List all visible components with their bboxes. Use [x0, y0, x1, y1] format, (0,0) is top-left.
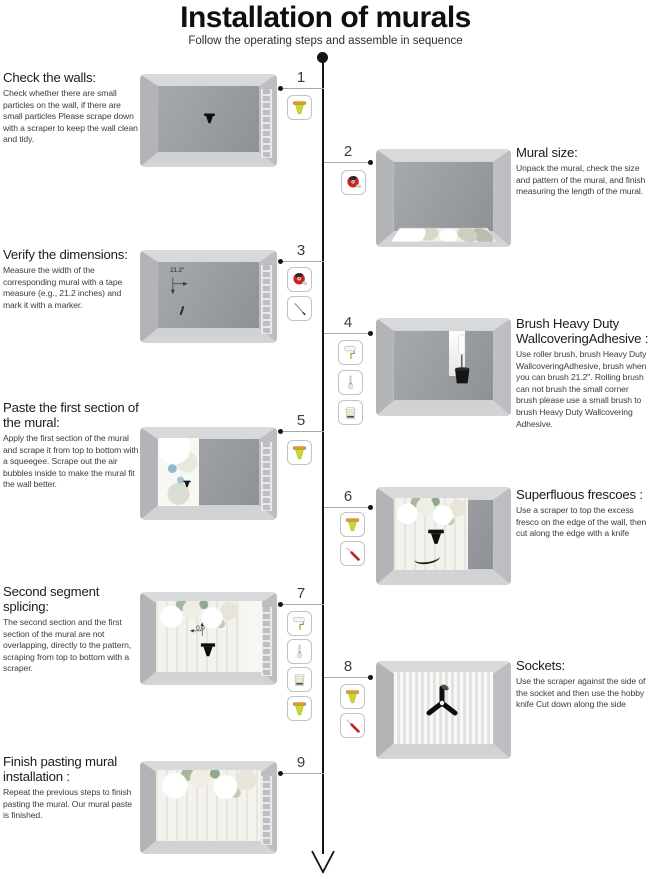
room-image-step-4 [376, 318, 511, 416]
black-squeegee-glyph [182, 479, 192, 489]
room-image-step-6 [376, 487, 511, 585]
connector-step-3 [281, 261, 324, 262]
squeegee-icon [340, 512, 365, 537]
tape-measure-icon [341, 170, 366, 195]
connector-dot [278, 429, 283, 434]
step-3-text [3, 247, 140, 311]
step-number-7: 7 [296, 585, 306, 602]
squeegee-icon [287, 696, 312, 721]
step-body: The second section and the first section of the mural are not overlapping, directly to the pattern, scraping from top to bottom with a scraper. [3, 617, 132, 674]
adhesive-bucket-icon [287, 667, 312, 692]
step-body: Repeat the previous steps to finish pasting the mural. Our mural paste is finished. [3, 787, 132, 821]
step-number-4: 4 [343, 314, 353, 331]
measurement-label: 0.0 [196, 625, 205, 633]
ladder [261, 265, 272, 334]
black-squeegee-glyph [202, 111, 217, 126]
step-body: Unpack the mural, check the size and pattern of the mural, and finish measuring the length of the mural. [516, 163, 646, 197]
connector-dot [278, 259, 283, 264]
step-title: Verify the dimensions: [3, 247, 128, 262]
adhesive-bucket-icon [338, 400, 363, 425]
measurement-label: 21.2" [170, 266, 185, 274]
room-image-step-3 [140, 250, 277, 343]
connector-dot [368, 505, 373, 510]
black-squeegee-glyph [198, 640, 218, 660]
room-image-step-8 [376, 661, 511, 759]
step-number-5: 5 [296, 412, 306, 429]
timeline-arrow-icon [309, 849, 337, 875]
socket-cutout-glyph [422, 683, 462, 723]
connector-step-6 [324, 507, 370, 508]
roller-and-bucket-glyph [446, 332, 482, 388]
connector-step-9 [281, 773, 324, 774]
step-body: Apply the first section of the mural and scrape it from top to bottom with a squeegee. Scrape out the air bubbles inside to make the mural fit the wall better. [3, 433, 139, 490]
black-squeegee-glyph [425, 526, 447, 548]
step-title: Mural size: [516, 145, 578, 160]
page-title: Installation of murals [180, 1, 471, 34]
step-body: Use the scraper against the side of the socket and then use the hobby knife Cut down along the side [516, 676, 646, 710]
step-number-1: 1 [296, 69, 306, 86]
connector-step-4 [324, 333, 370, 334]
ladder [261, 442, 272, 511]
ladder [261, 89, 272, 158]
squeegee-icon [340, 684, 365, 709]
step-title: Superfluous frescoes : [516, 487, 643, 502]
marker-icon [287, 296, 312, 321]
tape-measure-icon [287, 267, 312, 292]
room-image-step-2 [376, 149, 511, 247]
step-6-text [516, 487, 649, 540]
step-number-6: 6 [343, 488, 353, 505]
step-body: Measure the width of the corresponding mural with a tape measure (e.g., 21.2 inches) and mark it with a marker. [3, 265, 123, 310]
small-brush-icon [287, 639, 312, 664]
step-8-text [516, 658, 649, 711]
measure-arrows-icon [189, 620, 207, 638]
connector-step-1 [281, 88, 324, 89]
roller-brush-icon [338, 340, 363, 365]
connector-dot [278, 86, 283, 91]
connector-step-2 [324, 162, 370, 163]
mural-unpasted-strip [241, 601, 262, 672]
connector-dot [368, 675, 373, 680]
step-title: Second segment splicing: [3, 584, 100, 614]
step-title: Sockets: [516, 658, 565, 673]
step-number-3: 3 [296, 242, 306, 259]
step-body: Check whether there are small particles on the wall, if there are small particles Please scrape down with a scraper to keep the wall clean and tidy. [3, 88, 138, 145]
step-9-text [3, 754, 140, 822]
step-title: Brush Heavy Duty WallcoveringAdhesive : [516, 316, 649, 346]
rolled-mural-on-floor [390, 228, 497, 242]
mural-first-strip [158, 438, 199, 506]
mural-finished [156, 770, 260, 841]
connector-step-5 [281, 431, 324, 432]
ladder [261, 607, 272, 676]
squeegee-icon [287, 95, 312, 120]
step-number-2: 2 [343, 143, 353, 160]
connector-dot [278, 602, 283, 607]
connector-step-7 [281, 604, 324, 605]
step-number-9: 9 [296, 754, 306, 771]
connector-dot [278, 771, 283, 776]
room-image-step-1 [140, 74, 277, 167]
knife-icon [340, 541, 365, 566]
step-title: Check the walls: [3, 70, 96, 85]
measure-arrows-icon [167, 275, 189, 297]
step-2-text [516, 145, 649, 198]
connector-dot [368, 331, 373, 336]
step-4-text [516, 316, 649, 430]
room-image-step-9 [140, 761, 277, 854]
step-body: Use a scraper to top the excess fresco on the edge of the wall, then cut along the edge with a knife [516, 505, 647, 539]
page-subtitle: Follow the operating steps and assemble in sequence [188, 35, 463, 47]
small-brush-icon [338, 370, 363, 395]
knife-icon [340, 713, 365, 738]
step-body: Use roller brush, brush Heavy Duty WallcoveringAdhesive, brush when you can brush 21.2". Rolling brush can not brush the small corner brush please use a small brush to brush Heavy Duty Wallcovering Adhesive. [516, 349, 647, 429]
step-title: Paste the first section of the mural: [3, 400, 139, 430]
connector-dot [368, 160, 373, 165]
squeegee-icon [287, 440, 312, 465]
step-title: Finish pasting mural installation : [3, 754, 118, 784]
roller-brush-icon [287, 611, 312, 636]
step-number-8: 8 [343, 658, 353, 675]
ladder [261, 776, 272, 845]
step-1-text [3, 70, 140, 146]
step-7-text [3, 584, 140, 675]
room-image-step-5 [140, 427, 277, 520]
room-image-step-7 [140, 592, 277, 685]
step-5-text [3, 400, 140, 491]
timeline-line [322, 57, 324, 854]
connector-step-8 [324, 677, 370, 678]
